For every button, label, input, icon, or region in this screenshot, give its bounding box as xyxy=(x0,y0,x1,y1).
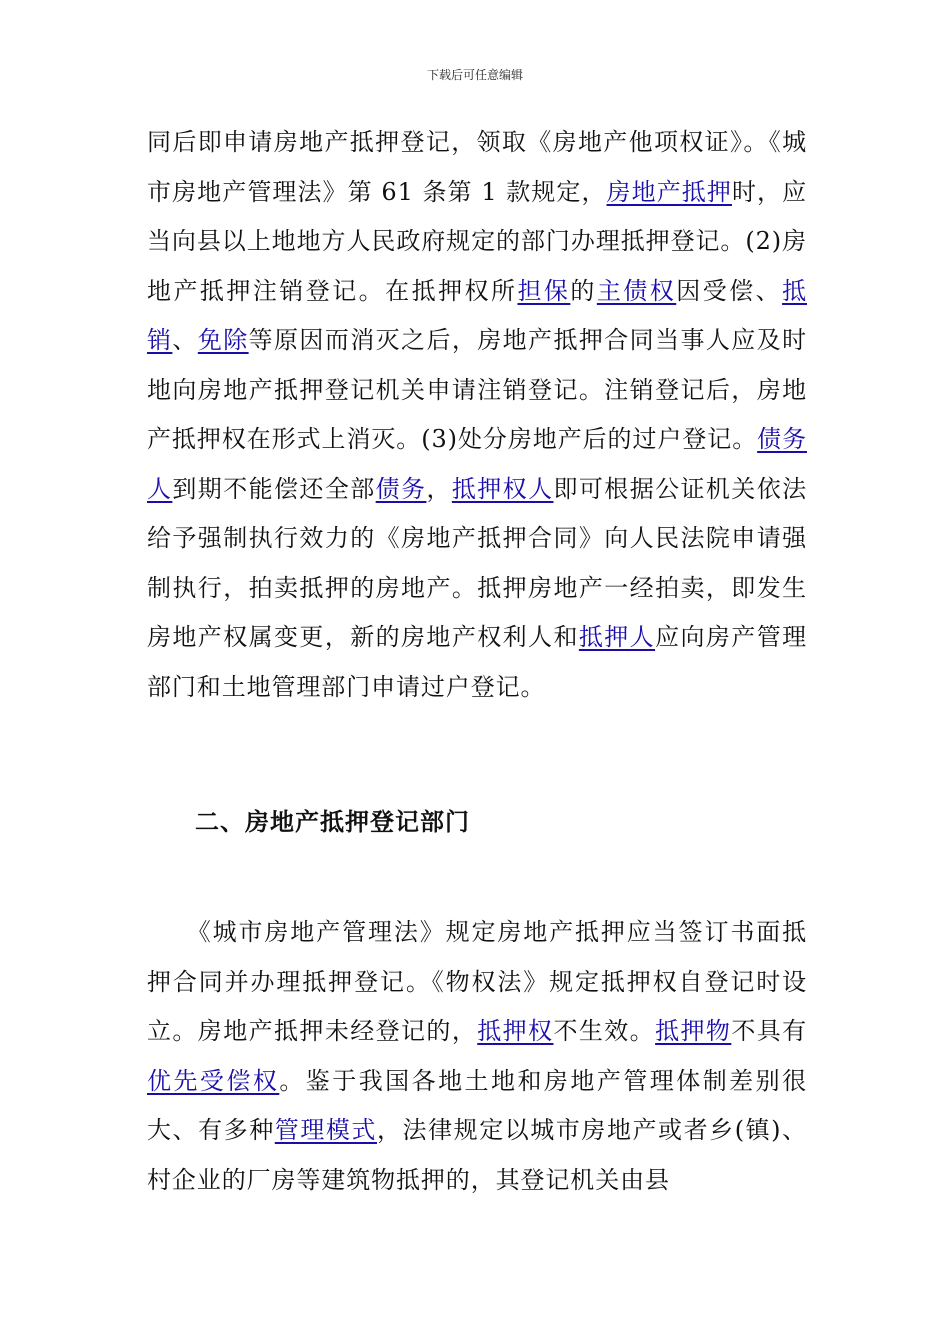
text-segment: 《城市房地产管理法》规定房地产抵押应当签订书面抵押合同并办理抵押登记。《物权法》规定抵押权自登记时设立。房地产抵押未经登记的， xyxy=(147,918,807,1045)
section-heading: 二、房地产抵押登记部门 xyxy=(195,808,470,836)
text-segment: 不具有 xyxy=(731,1017,808,1045)
link-mortgagee[interactable]: 抵押权人 xyxy=(451,474,554,503)
text-segment: 同后即申请房地产抵押登记，领取《房地产他项权证》。《城市房地产管理法》第 61 条第 1 款规定， xyxy=(147,128,807,206)
link-debtor[interactable]: 债务人 xyxy=(147,425,807,503)
paragraph-registration-department xyxy=(147,908,807,1205)
text-segment: 。鉴于我国各地土地和房地产管理体制差别很大、有多种 xyxy=(147,1066,807,1144)
link-guarantee[interactable]: 担保 xyxy=(517,276,571,305)
link-offset[interactable]: 抵销 xyxy=(147,276,807,354)
text-segment: 应向房产管理部门和土地管理部门申请过户登记。 xyxy=(147,623,807,701)
text-segment: ，法律规定以城市房地产或者乡(镇)、村企业的厂房等建筑物抵押的，其登记机关由县 xyxy=(147,1116,807,1194)
link-mortgagor[interactable]: 抵押人 xyxy=(578,623,656,651)
link-mortgaged-property[interactable]: 抵押物 xyxy=(655,1017,732,1045)
link-real-estate-mortgage[interactable]: 房地产抵押 xyxy=(606,177,732,206)
text-segment: 即可根据公证机关依法给予强制执行效力的《房地产抵押合同》向人民法院申请强制执行，拍卖抵押的房地产。抵押房地产一经拍卖，即发生房地产权属变更，新的房地产权利人和 xyxy=(147,474,808,651)
link-principal-claim[interactable]: 主债权 xyxy=(596,276,677,305)
link-mortgage-right[interactable]: 抵押权 xyxy=(477,1017,554,1045)
text-segment: ， xyxy=(426,474,452,503)
text-segment: 不生效。 xyxy=(553,1017,656,1045)
text-segment: 时，应当向县以上地地方人民政府规定的部门办理抵押登记。(2)房地产抵押注销登记。在抵押权所 xyxy=(147,177,808,305)
text-segment: 、 xyxy=(172,326,198,354)
text-segment: 的 xyxy=(570,276,597,305)
link-management-mode[interactable]: 管理模式 xyxy=(274,1116,377,1144)
text-segment: 因受偿、 xyxy=(676,276,783,305)
text-segment: 等原因而消灭之后，房地产抵押合同当事人应及时地向房地产抵押登记机关申请注销登记。注销登记后，房地产抵押权在形式上消灭。(3)处分房地产后的过户登记。 xyxy=(147,326,807,453)
link-priority-right[interactable]: 优先受偿权 xyxy=(147,1066,280,1095)
text-segment: 到期不能偿还全部 xyxy=(172,474,376,503)
paragraph-registration xyxy=(147,118,807,712)
link-exemption[interactable]: 免除 xyxy=(197,326,249,354)
link-debt[interactable]: 债务 xyxy=(375,474,427,503)
page-header: 下载后可任意编辑 xyxy=(426,68,523,82)
